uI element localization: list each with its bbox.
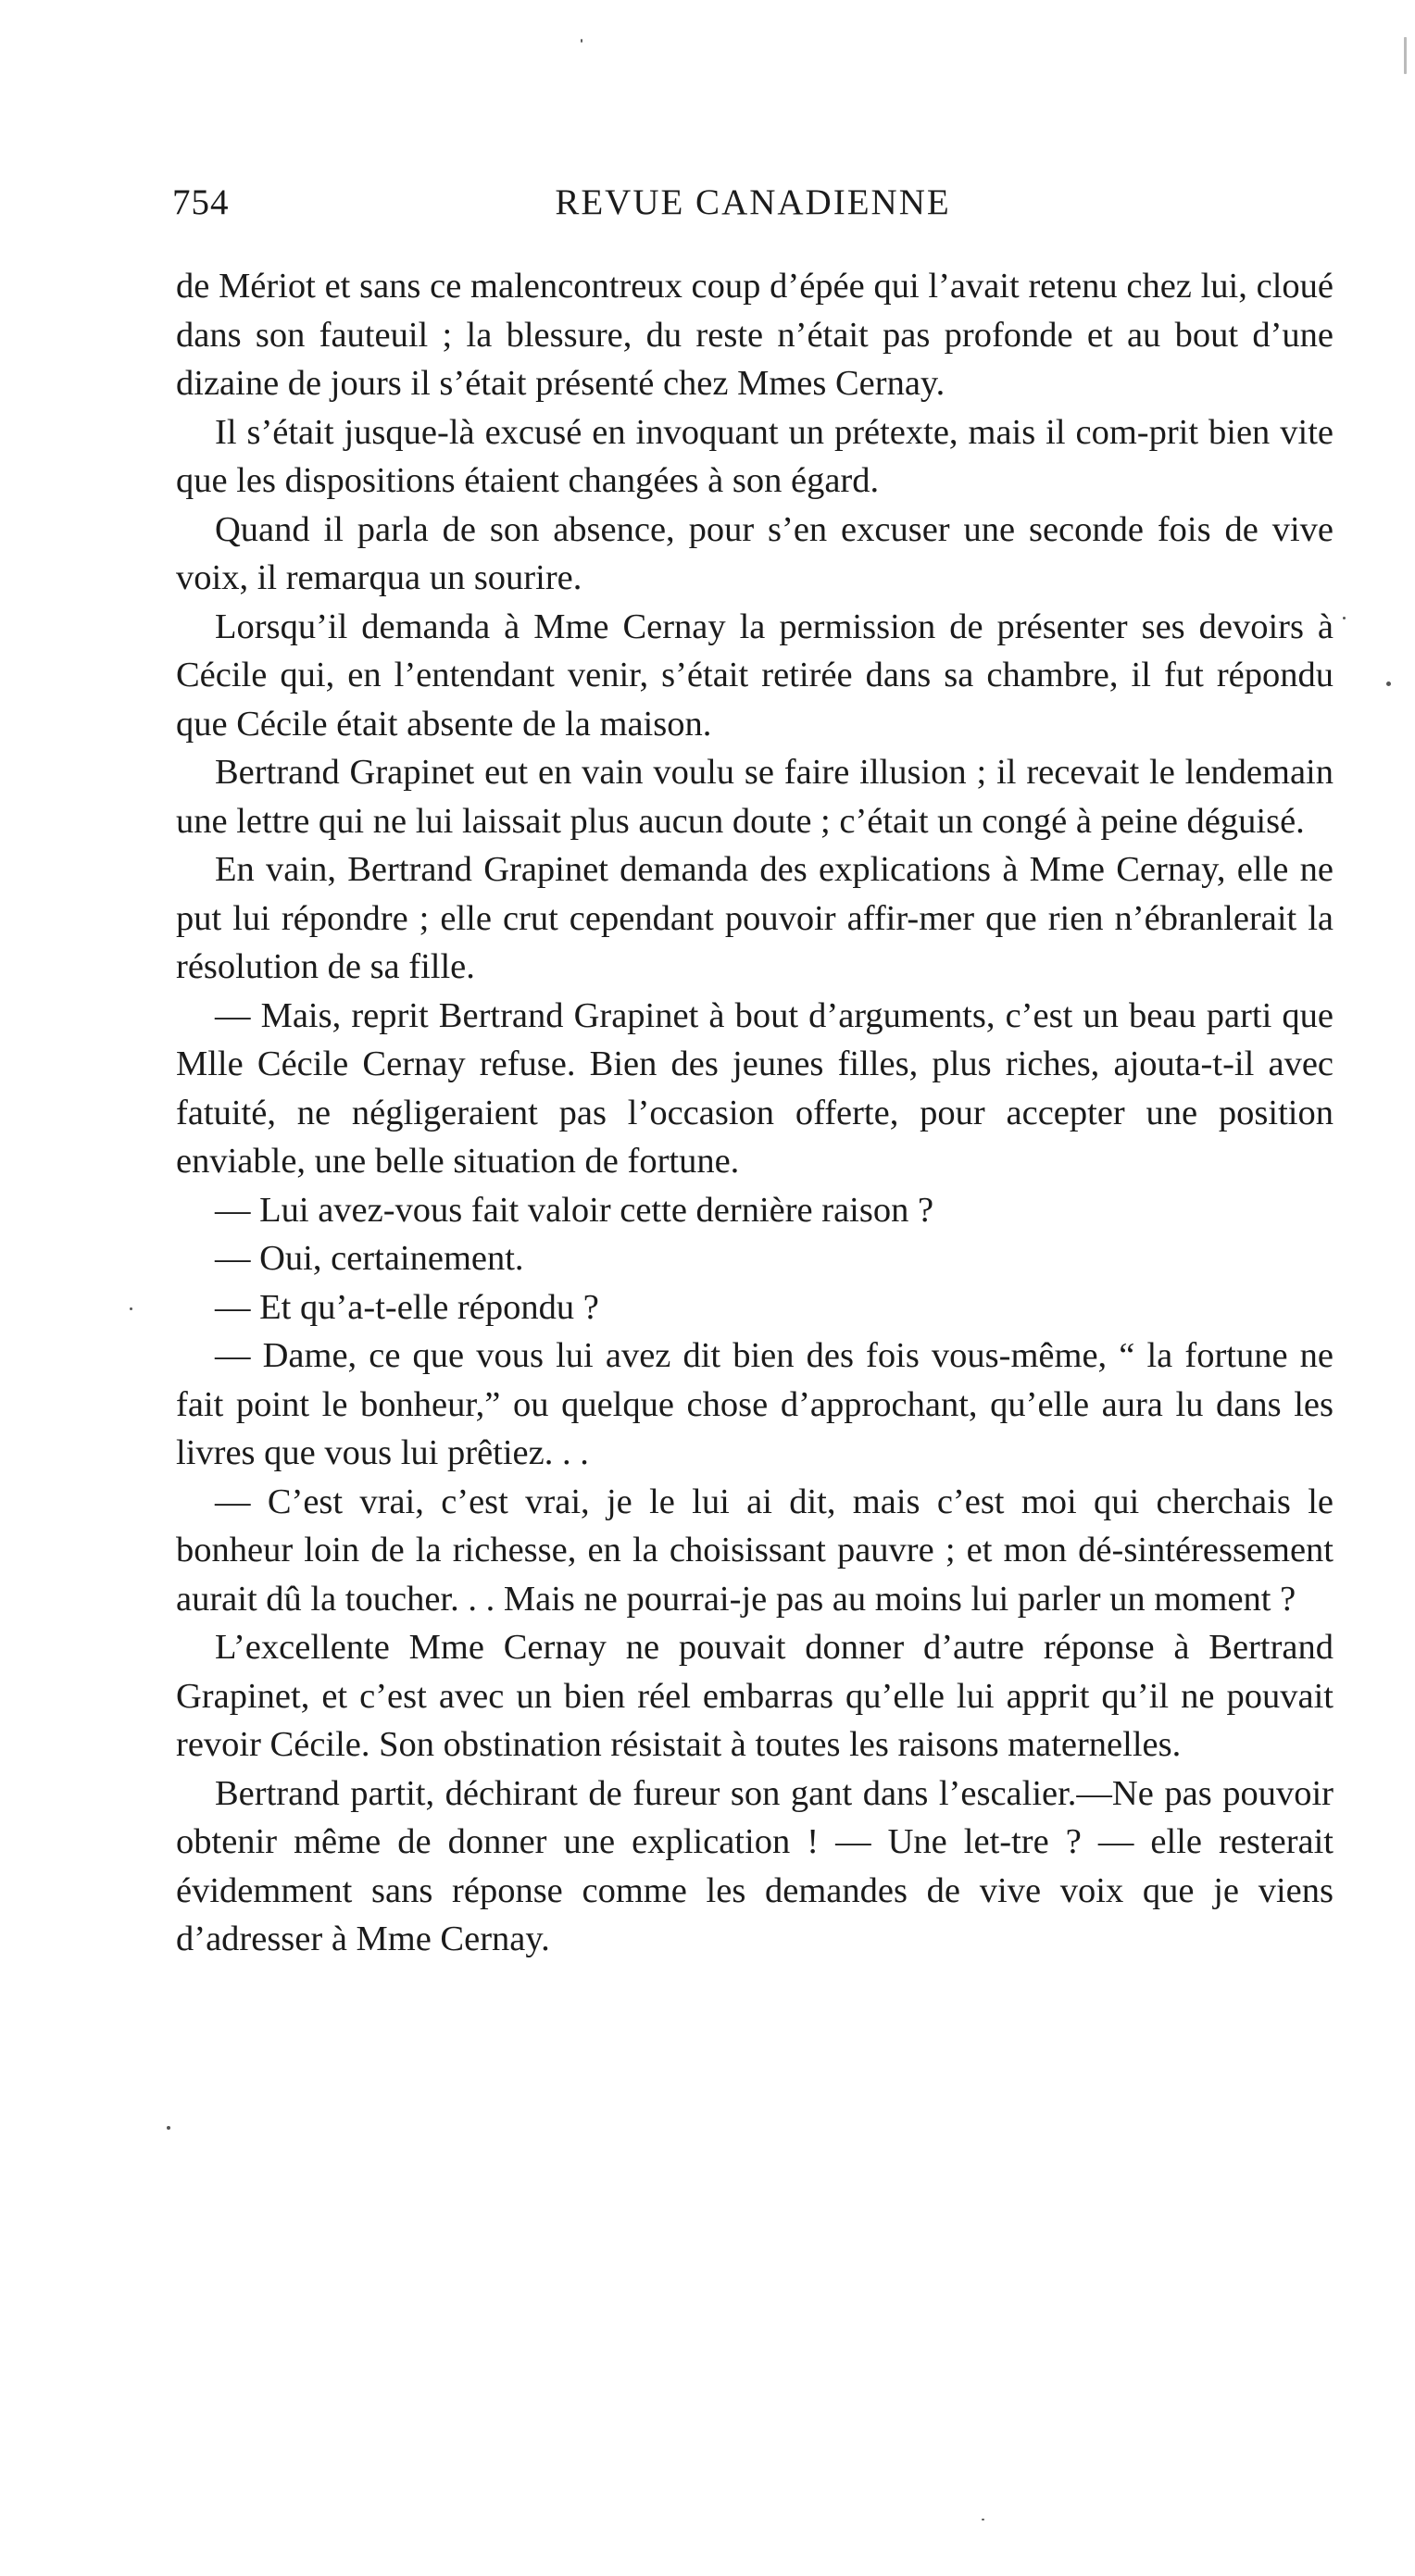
journal-title: REVUE CANADIENNE bbox=[555, 182, 951, 222]
paragraph-9: — Oui, certainement. bbox=[215, 1239, 524, 1278]
scan-speck bbox=[130, 1307, 132, 1310]
paragraph-2: Il s’était jusque-là excusé en invoquant un prétexte, mais il com-prit bien vite que les dispositions étaient changées à son égard. bbox=[176, 412, 1334, 500]
scan-speck bbox=[167, 2126, 170, 2130]
scan-speck bbox=[1404, 37, 1407, 74]
scan-speck bbox=[581, 39, 582, 43]
paragraph-6: En vain, Bertrand Grapinet demanda des explications à Mme Cernay, elle ne put lui répondre ; elle crut cependant pouvoir affir-mer que rien n’ébranlerait la résolution de sa fille. bbox=[176, 850, 1334, 986]
running-head bbox=[172, 181, 1334, 230]
page-number: 754 bbox=[172, 182, 230, 222]
paragraph-4: Lorsqu’il demanda à Mme Cernay la permission de présenter ses devoirs à Cécile qui, en l’entendant venir, s’était retirée dans sa chambre, il fut répondu que Cécile était absente de la maison. bbox=[176, 606, 1334, 744]
body-text bbox=[176, 262, 1334, 1964]
scan-speck bbox=[1386, 682, 1391, 686]
scan-speck bbox=[982, 2519, 984, 2520]
paragraph-11: — Dame, ce que vous lui avez dit bien des fois vous-même, “ la fortune ne fait point le bonheur,” ou quelque chose d’approchant, qu’elle aura lu dans les livres que vous lui prêtiez. . . bbox=[176, 1336, 1334, 1472]
paragraph-8: — Lui avez-vous fait valoir cette dernière raison ? bbox=[215, 1190, 934, 1230]
paragraph-10: — Et qu’a-t-elle répondu ? bbox=[215, 1287, 599, 1327]
paragraph-3: Quand il parla de son absence, pour s’en excuser une seconde fois de vive voix, il remarqua un sourire. bbox=[176, 509, 1334, 597]
paragraph-5: Bertrand Grapinet eut en vain voulu se faire illusion ; il recevait le lendemain une lettre qui ne lui laissait plus aucun doute ; c’était un congé à peine déguisé. bbox=[176, 753, 1334, 841]
paragraph-12: — C’est vrai, c’est vrai, je le lui ai dit, mais c’est moi qui cherchais le bonheur loin de la richesse, en la choisissant pauvre ; et mon dé-sintéressement aurait dû la toucher. . . Mais ne pourrai-je pas au moins lui parler un moment ? bbox=[176, 1482, 1334, 1619]
paragraph-13: L’excellente Mme Cernay ne pouvait donner d’autre réponse à Bertrand Grapinet, et c’est avec un bien réel embarras qu’elle lui apprit qu’il ne pouvait revoir Cécile. Son obstination résistait à toutes les raisons maternelles. bbox=[176, 1628, 1334, 1764]
paragraph-14: Bertrand partit, déchirant de fureur son gant dans l’escalier.—Ne pas pouvoir obtenir même de donner une explication ! — Une let-tre ? — elle resterait évidemment sans réponse comme les demandes de vive voix que je viens d’adresser à Mme Cernay. bbox=[176, 1773, 1334, 1958]
scan-speck bbox=[1343, 617, 1346, 619]
paragraph-7: — Mais, reprit Bertrand Grapinet à bout d’arguments, c’est un beau parti que Mlle Cécile Cernay refuse. Bien des jeunes filles, plus riches, ajouta-t-il avec fatuité, ne négligeraient pas l’occasion offerte, pour accepter une position enviable, une belle situation de fortune. bbox=[176, 995, 1334, 1181]
paragraph-1: de Mériot et sans ce malencontreux coup d’épée qui l’avait retenu chez lui, cloué dans son fauteuil ; la blessure, du reste n’était pas profonde et au bout d’une dizaine de jours il s’était présenté chez Mmes Cernay. bbox=[176, 267, 1334, 403]
